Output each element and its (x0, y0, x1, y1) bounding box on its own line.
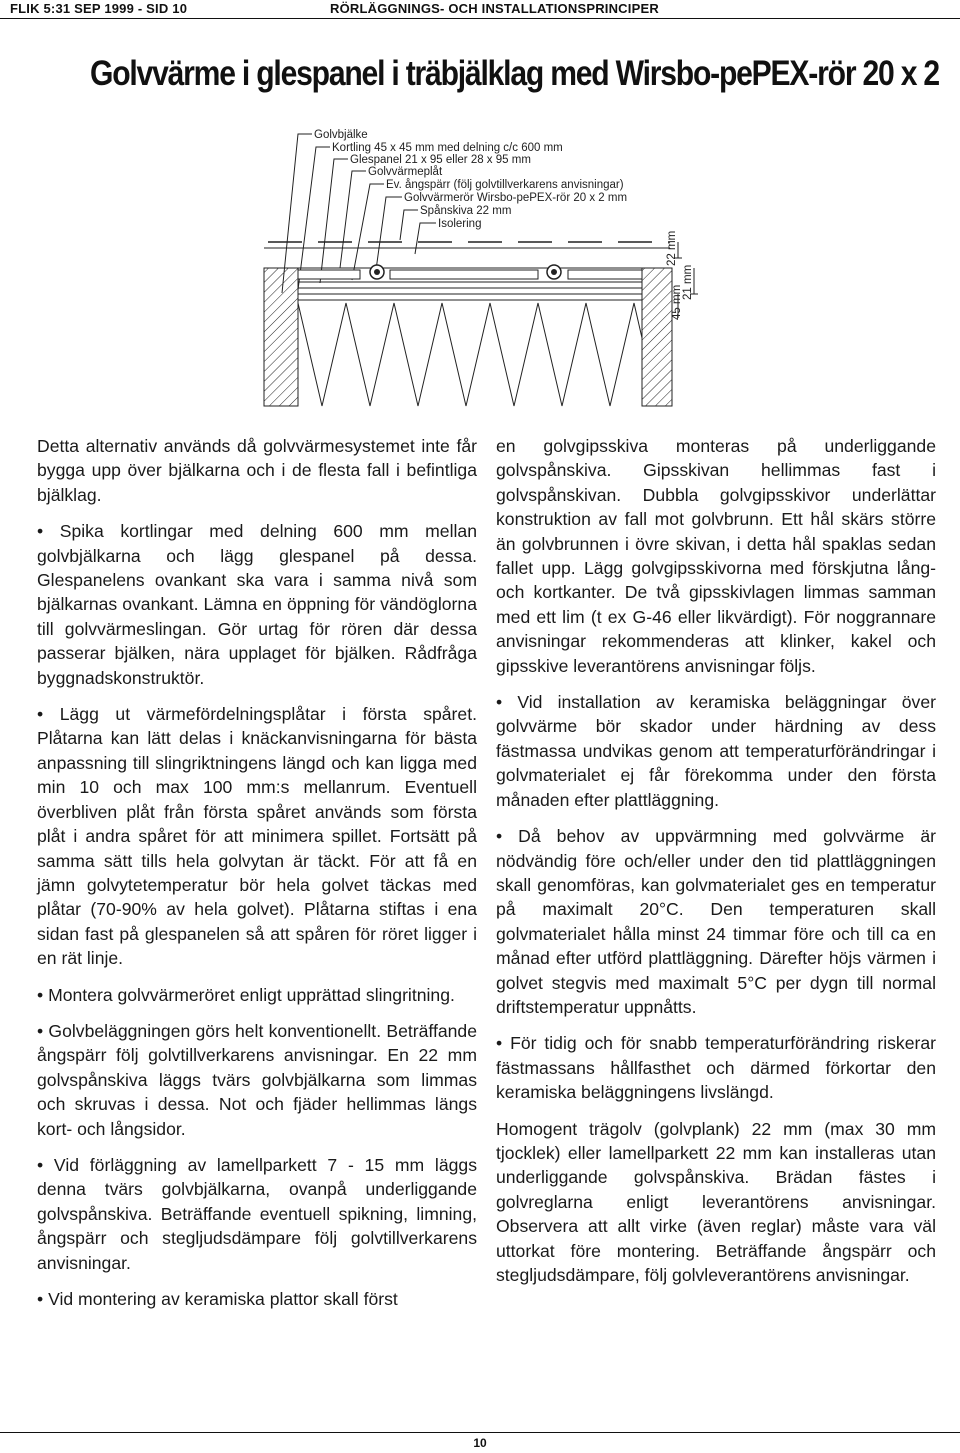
header-rule (0, 18, 960, 19)
left-text-column (37, 434, 477, 1323)
bullet-paragraph: • Montera golvvärmeröret enligt upprättad slingritning. (37, 983, 477, 1007)
bullet-paragraph: • Spika kortlingar med delning 600 mm mellan golvbjälkarna och lägg glespanel på dessa. Glespanelens ovankant ska vara i samma nivå som bjälkarnas ovankant. Lämna en öppning för vändöglorna till golvvärmeslingan. Gör urtag för rören där dessa passerar bjälken, nära upplaget för bjälken. Rådfråga byggnadskonstruktör. (37, 519, 477, 690)
label-angsparr: Ev. ångspärr (följ golvtillverkarens anvisningar) (386, 179, 624, 191)
batten-boards (298, 270, 642, 279)
dimension-21mm: 21 mm (682, 264, 694, 300)
bullet-paragraph: • För tidig och för snabb temperaturförändring riskerar fästmassans hållfasthet och därmed förkortar den keramiska beläggningens livslängd. (496, 1031, 936, 1104)
right-text-column (496, 434, 936, 1299)
bullet-paragraph: • Då behov av uppvärmning med golvvärme är nödvändig före och/eller under den tid plattläggningen skall genomföras, kan golvmaterialet ges en temperatur på maximalt 20°C. Den temperaturen skall golvmaterialet hålla minst 24 timmar före och till ca en månad efter utförd plattläggning. Därefter höjs värmen i golvet stegvis med maximalt 5°C per dygn till normal driftstemperatur uppnåtts. (496, 824, 936, 1019)
label-golvvarmeror: Golvvärmerör Wirsbo-pePEX-rör 20 x 2 mm (404, 192, 628, 204)
dimension-22mm: 22 mm (666, 230, 678, 266)
pipe-core-icon (551, 269, 557, 275)
bullet-paragraph: • Lägg ut värmefördelningsplåtar i första spåret. Plåtarna kan lätt delas i knäckanvisningarna för bästa anpassning till slingriktningens längd och kan ligga med min 10 och max 100 mm:s mellanrum. Eventuell överbliven plåt från första spåret används som första plåt i andra spåret för att minimera spillet. Fortsätt på samma sätt tills hela golvytan är täckt. För att få en jämn golvytetemperatur bör hela golvet täckas med plåtar (70-90% av hela golvet). Plåtarna stiftas i ena sidan fast på glespanelen så att spåren för röret ligger i en rät linje. (37, 702, 477, 970)
bullet-paragraph: • Vid installation av keramiska beläggningar över golvvärme bör skador under härdning av dess fästmassa undvikas genom att temperaturförändringar i golvmaterialet ej får förekomma under den första månaden efter plattläggning. (496, 690, 936, 812)
closing-paragraph: Homogent trägolv (golvplank) 22 mm (max 30 mm tjocklek) eller lamellparkett 22 mm kan installeras utan underliggande golvspånskiva. Brädan fästes i golvreglarna enligt leverantörens anvisningar. Observera att allt virke (även reglar) måste vara väl uttorkat före montering. Beträffande ångspärr och stegljudsdämpare, följ golvleverantörens anvisningar. (496, 1118, 936, 1285)
continued-paragraph: en golvgipsskiva monteras på underliggande golvspånskiva. Gipsskivan hellimmas fast i golvspånskivan. Dubbla golvgipsskivor underlättar konstruktion av fall mot golvbrunn. Ett hål skärs större än golvbrunnen i övre skivan, i detta hål spaklas sedan fallet upp. Lägg golvgipsskivorna med förskjutna lång- och kortkanter. De två gipsskivlagen limmas samman med ett lim (t ex G-46 eller likvärdigt). För noggrannare anvisningar rekommenderas att klinker, kakel och gipsskive leverantörens anvisningar följs. (496, 436, 936, 676)
intro-paragraph: Detta alternativ används då golvvärmesystemet inte får bygga upp över bjälkarna och i de flesta fall i befintliga bjälklag. (37, 436, 477, 505)
page-number: 10 (473, 1436, 487, 1450)
header-document-id: FLIK 5:31 SEP 1999 - SID 10 (10, 1, 188, 16)
insulation-zigzag (298, 303, 642, 406)
label-kortling: Kortling 45 x 45 mm med delning c/c 600 mm (332, 142, 563, 154)
label-isolering: Isolering (438, 218, 482, 230)
bullet-paragraph: • Vid montering av keramiska plattor skall först (37, 1287, 477, 1311)
page-header (0, 0, 960, 18)
page-title: Golvvärme i glespanel i träbjälklag med Wirsbo-pePEX-rör 20 x 2 (90, 54, 939, 93)
bullet-paragraph: • Golvbeläggningen görs helt konventionellt. Beträffande ångspärr följ golvtillverkarens anvisningar. En 22 mm golvspånskiva läggs tvärs golvbjälkarna som limmas och skruvas i dessa. Not och fjäder hellimmas längs kort- och långsidor. (37, 1019, 477, 1141)
floor-joist-right (642, 268, 672, 406)
floor-section-diagram (250, 118, 710, 418)
label-golvbjalke: Golvbjälke (314, 129, 368, 141)
heating-plates (298, 282, 642, 300)
footer-rule (0, 1432, 960, 1433)
label-golvvarmeplat: Golvvärmeplåt (368, 166, 443, 178)
header-section-title: RÖRLÄGGNINGS- OCH INSTALLATIONSPRINCIPER (330, 1, 659, 16)
pipe-core-icon (374, 269, 380, 275)
label-spanskiva: Spånskiva 22 mm (420, 205, 512, 217)
floor-joist-left (264, 268, 298, 406)
particle-board (264, 248, 670, 268)
label-glespanel: Glespanel 21 x 95 eller 28 x 95 mm (350, 154, 531, 166)
bullet-paragraph: • Vid förläggning av lamellparkett 7 - 15 mm läggs denna tvärs golvbjälkarna, ovanpå underliggande golvspånskiva. Beträffande eventuell spikning, limning, ångspärr och stegljudsdämpare följ golvtillverkarens anvisningar. (37, 1153, 477, 1275)
dimension-45mm: 45 mm (671, 284, 683, 320)
